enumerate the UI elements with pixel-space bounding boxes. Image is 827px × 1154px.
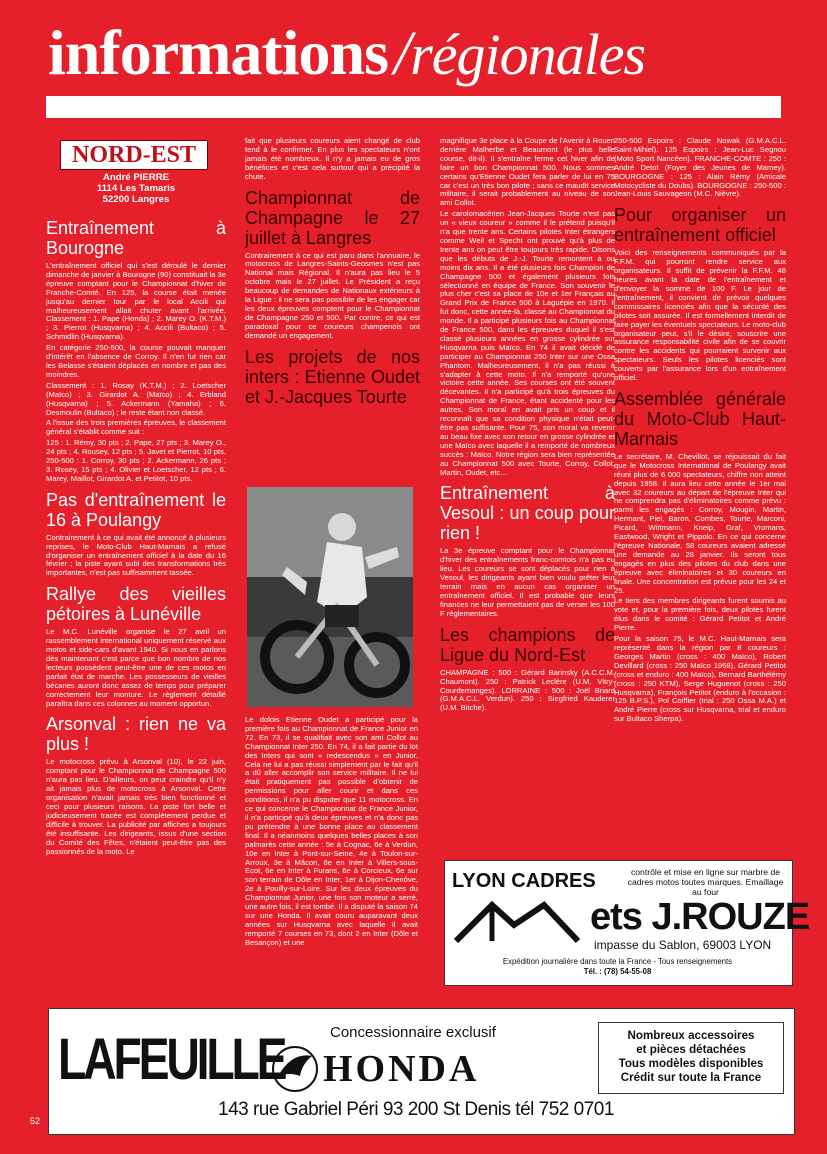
article-paragraph: L'entraînement officiel qui s'est déroulé le dernier dimanche de janvier à Bourogne (90) constituait la 3e épreuve comptant pour le Championnat d'hiver de Franche-Comté. En 125, la course était menée jusqu'au dernier tour par le local Accili qui malheureusement allait chuter avant l'arrivée. Classement : 1. Pape (Honda) ; 2. Marey O. (K.T.M.) ; 3. Pierrot (Husqvarna) ; 4. Accili (Bultaco) ; 5. Schmidlin (Husqvarna). [46,261,226,342]
honda-wing-icon [272,1046,318,1092]
services-line: Tous modèles disponibles [618,1057,764,1070]
dealer-address: 143 rue Gabriel Péri 93 200 St Denis tél 752 0701 [218,1099,614,1120]
correspondent-address [46,172,226,205]
services-line: et pièces détachées [636,1043,746,1056]
services-line: Nombreux accessoires [627,1029,755,1042]
address-line: André PIERRE [102,172,170,183]
article-heading: Pas d'entraînement le 16 à Poulangy [46,489,226,530]
article-paragraph: Le dolois Etienne Oudet a participé pour la première fois au Championnat de France Junior en 72. En 73, il se qualifiait avec son ami Collot au Championnat Inter 250. En 74, il a fait partie du lot des Inters qui sont « redescendus » en Junior. Cela ne lui a pas réussi simplement par le fait qu'il a dû aller accomplir son service militaire. Il ne lui était pratiquement pas possible d'obtenir de permissions pour aller courir et dans ces conditions, il n'a pu disputer que 11 motocross. En ce qui concerne le Championnat de France Junior, il n'a participé qu'à deux épreuves et n'a donc pas pu prétendre à une bonne place au classement final. Il a néanmoins quelques belles places à son palmarès cette année : 5e à Cognac, 6e à Verdun, 10e en Inter à Pont-sur-Seine, 4e à Toulon-sur-Arroux, 3e à Mâcon, 8e en Inter à Villers-sous-Ecot, 6e en Inter à Furans, 6e à Corcieux, 6e sur son terrain de Dôle en Inter, 1er à Dijon-Chenôve, 2e à Pouilly-sur-Loire. Sur les deux épreuves du Championnat Junior, une fois son moteur a serré, une autre fois, il est tombé. Il a disputé la saison 74 sur une Honda. Il avait couru auparavant deux années sur Husqvarna avec laquelle il avait remporté 7 courses en 73, dont 2 en Inter (Dôle et Besançon) et une [245,716,418,947]
article-paragraph: CHAMPAGNE : 500 : Gérard Barinsky (A.C.C.M. Chaumont). 250 : Patrick Leclère (U.M. Vitry-Courdemanges). LORRAINE : 500 : Joël Briard (G.M.A.C.L. Verdun). 250 : Siegfried Kauderer (U.M. Bitche). [440,667,615,713]
ad-brand-top: LYON CADRES [452,870,596,892]
ad-phone: Tél. : (78) 54-55-08 [583,967,652,976]
article-column-1 [46,212,226,1042]
article-paragraph: Pour la saison 75, le M.C. Haut-Marnais sera représenté dans la région par 8 coureurs : Georges Martin (cross : 400 Maïco), Robert Devillard (cross : 250 Maïco 1968), Gérard Petitot (cross et enduro : 400 Maïco), Bernard Barthélémy (cross : 250 KTM), Serge Huguenot (cross : 250 Husqvarna), François Petitot (enduro à l'occasion : 125 B.P.S.), Pol Coiffier (trial : 250 Ossa M.A.) et André Pierre (cross sur Husqvarna, trial et enduro sur Bultaco Sherpa). [614,634,786,724]
photo-caption-article [245,716,418,1006]
dealer-tagline: Concessionnaire exclusif [330,1024,496,1041]
article-paragraph: Le secrétaire, M. Chevillot, se réjouissait du fait que le Motocross International de Poulangy avait réuni plus de 6 000 spectateurs, chiffre non atteint depuis 1958. Il aura lieu cette année le 1er mai avec 32 coureurs au départ de l'épreuve Inter qui ne comprendra pas d'éliminatoires comme prévu : parmi les engagés : Corroy, Mougin, Martin, Hermant, Piel, Baron, Combes, Tourte, Marconi, Picard, Wittmann, Kneip, Graf, Vromans, Eastwood, Wright et Pippolo. En ce qui concerne l'épreuve Nationale, 58 coureurs avaient adressé une demande au 28 janvier. Ils seront tous engagés en plus des pilotes du club dans une épreuve avec éliminatoires et 30 coureurs en finale. Une concentration est prévue pour les 24 et 25. [614,451,786,595]
page-title [48,18,645,90]
frame-logo-icon [452,897,582,947]
article-heading: Entraînement à Vesoul : un coup pour rien ! [440,483,615,544]
rider-photo-illustration [247,487,413,707]
article-paragraph: Le tiers des membres dirigeants furent soumis au vote et, pour la première fois, deux pilotes furent élus dans le comité : Gérard Petitot et André Pierre. [614,596,786,633]
services-line: Crédit sur toute la France [620,1071,762,1084]
address-line: 52200 Langres [102,194,170,205]
page-number: 52 [30,1116,41,1126]
article-column-4 [614,137,786,855]
article-heading: Championnat de Champagne le 27 juillet à Langres [245,187,420,248]
title-main: informations [48,17,388,88]
article-heading: Arsonval : rien ne va plus ! [46,714,226,755]
article-column-3 [440,137,615,857]
dealer-name: LAFEUILLE [58,1027,285,1092]
article-paragraph: En catégorie 250-500, la course pouvait manquer d'intérêt en l'absence de Corroy. Il n'en fut rien car les Belasse s'étaient déplacés en nombre et pas des moindres. [46,343,226,379]
article-paragraph: Le carolomacérien Jean-Jacques Tourte n'est pas un « vieux coureur » comme il le prétend puisqu'il n'a que trente ans. Certains pilotes Inter étrangers comme Weil et Specht ont prouvé qu'à plus de trente ans on peut être toujours très rapide. Disons que les débuts de J.-J. Tourte remontent à ou moins dix ans. Il a été plusieurs fois Champion de Champagne 500 et également plusieurs fois sélectionné en équipe de France. Son souvenir le plus cher c'est sa place de 10e et 1er Français au Grand Prix de France 500 à Laguépie en 1970. Il fut donc, cette année-là, classé au Championnat du monde. Il a participé plusieurs fois au Championnat de France 500, dans les épreuves duquel il s'est classé plusieurs années en grosse cylindrée sur Husqvarna puis Maïco. En 74 il avait décidé de participer au Championnat 250 Inter sur une Ossa Phantom. Malheureusement, il n'a pas réussi à s'adapter à cette moto. Il n'a remporté qu'une victoire cette année. Ses courses ont été souvent décevantes. Il n'a participé qu'à trois épreuves du Championnat de France, étant accidenté pour les autres. Son moral en avait pris un coup et il reconnaît que sa condition physique n'était peut-être pas suffisante. Pour 75, son moral va revenir au beau fixe avec son retour en grosse cylindrée et une Maïco avec laquelle il a remporté de nombreux succès : Maïco. Notre région sera bien représentée au Championnat 500 avec Tourte, Corroy, Collot, Martin, Oudet, etc... [440,209,615,477]
region-banner [60,140,208,170]
article-paragraph: Le M.C. Lunéville organise le 27 avril un rassemblement international uniquement réservé aux motos et side-cars d'avant 1940. Si nous en parlons dès maintenant c'est parce que bon nombre de nos lecteurs possèdent peut-être une de ces motos en parfait état de marche. Les possesseurs de vieilles bécanes auront donc assez de temps pour préparer correctement leur monture. Le règlement détaillé paraîtra dans ces colonnes au moment opportun. [46,627,226,708]
header-rule [46,96,781,118]
article-heading: Entraînement à Bourogne [46,218,226,258]
dealer-services-box [598,1022,784,1094]
article-paragraph: A l'issue des trois premières épreuves, le classement général s'établit comme suit : [46,418,226,437]
article-heading: Assemblée générale du Moto-Club Haut-Marnais [614,388,786,449]
article-paragraph: Contrairement à ce qui avait été annoncé à plusieurs reprises, le Moto-Club Haut-Marnais a refusé d'organiser un entraînement officiel à la date du 16 février ; la piste ayant subi des transformations très importantes, n'est pas suffisamment tassée. [46,532,226,578]
article-paragraph: La 3e épreuve comptant pour le Championnat d'hiver des entraînements franc-comtois n'a pas eu lieu. Les coureurs se sont déplacés pour rien à Vesoul, les dirigeants ayant bien voulu prêter leur terrain mais en aucun cas organiser un entraînement officiel. Il est probable que leurs finances ne leur permettaient pas de verser les 100 F réglementaires. [440,546,615,618]
article-heading: Rallye des vieilles pétoires à Lunéville [46,584,226,625]
article-paragraph: Voici des renseignements communiqués par la F.F.M. qui pourront rendre service aux organisateurs. Il suffit de prévenir la F.F.M. 48 heures avant la date de l'entraînement et d'envoyer la somme de 100 F. Le jour de l'entraînement, il convient de prévoir quelques commissaires licenciés afin que la sécurité des pilotes soit assurée. Il est formellement interdit de faire payer les éventuels spectateurs. Le moto-club organisateur peut, s'il le désire, souscrire une assurance responsabilité civile afin de se couvrir contre les accidents qui pourraient survenir aux spectateurs. Seuls les pilotes licenciés sont couverts par l'assurance lors d'un entraînement officiel. [614,248,786,383]
article-paragraph: magnifique 3e place à la Coupe de l'Avenir à Rouen derrière Malherbe et Beaumont (le plus belle course, dit-il). Il s'entraîne ferme cet hiver afin de faire un bon Championnat 500. Nous sommes certains qu'Etienne Oudet fera parler de lui en 75 car c'est un très bon pilote ; sans ce maudit service militaire, il serait probablement au niveau de son ami Collot. [440,137,615,208]
title-sub: régionales [410,22,646,87]
article-paragraph: Classement : 1. Rosay (K.T.M.) ; 2. Loetscher (Maïco) ; 3. Girardot A. (Maïco) ; 4. Erbland (Husqvarna) ; 5. Ackermann (Yamaha) ; 6. Desmoulin (Bultaco) ; le reste étant non classé. [46,380,226,417]
motocross-photo [247,487,413,707]
article-heading: Les projets de nos inters : Etienne Oudet et J.-Jacques Tourte [245,346,420,407]
title-separator: / [394,20,411,88]
article-heading: Pour organiser un entraînement officiel [614,205,786,246]
ad-tagline: contrôle et mise en ligne sur marbre de cadres motos toutes marques. Emaillage au four [627,867,784,897]
ad-address: impasse du Sablon, 69003 LYON [594,938,772,952]
article-paragraph: 125 : 1. Rémy, 30 pts ; 2. Pape, 27 pts ; 3. Marey O., 24 pts ; 4. Rousey, 12 pts ; 5. Javet et Pierrot, 10 pts. 250-500 : 1. Corroy, 30 pts ; 2. Ackermann, 26 pts ; 3. Rosey, 15 pts ; 4. Olivier et Loetscher, 12 pts ; 6. Marey, Maillot, Girardot A. et Petitot, 10 pts. [46,438,226,483]
ad-company-name: ets J.ROUZE [590,896,810,938]
address-line: 1114 Les Tamaris [96,183,176,194]
brand-name: HONDA [323,1048,480,1090]
article-paragraph: Le motocross prévu à Arsonval (10), le 22 juin, comptant pour le Championnat de Champagne 500 n'aura pas lieu. D'ailleurs, on peut craindre qu'il n'y ait jamais plus de motocross à Arsonval. Cette organisation n'avait jamais très bien fonctionné et ceci pour plusieurs raisons. La piste fort belle et judicieusement tracée est complètement perdue et difficile à trouver. La publicité par affiches a toujours été insuffisante. Les dirigeants, issus d'une section du Comité des Fêtes, n'étaient peut-être pas des passionnés de la moto. Le [46,757,226,856]
article-paragraph: fait que plusieurs coureurs aient changé de club tend à le confirmer. En plus les spectateurs n'ont jamais été nombreux. Il n'y a jamais eu de gros bénéfices et c'est cela surtout qui a précipité la chute. [245,137,420,181]
article-column-2 [245,137,420,482]
article-paragraph: 250-500 Espoirs : Claude Nowak (G.M.A.C.L. Saint-Mihiel). 125 Espoirs : Jean-Luc Segnou (Moto Sport Nancéen). FRANCHE-COMTE : 250 : André Detot (Foyer des Jeunes de Mamey). BOURGOGNE : 125 : Alain Rémy (Amicale Motocycliste du Doubs). BOURGOGNE : 250-500 : Jean-Louis Sauvageon (M.C. Nièvre). [614,137,786,199]
article-paragraph: Contrairement à ce qui est paru dans l'annuaire, le motocross de Langres-Saints-Geosmes n'est pas National mais Régional. Il n'aura pas lieu le 5 octobre mais le 27 juillet. Le Président a reçu beaucoup de demandes de Nationaux extérieurs à la Ligue : il ne sera pas possible de les engager car les deux épreuves comptent pour le Championnat de Champagne 250 et 500. Par contre, ce qui est paradoxal pour ce coureurs champenois ont demandé un engagement. [245,250,420,340]
article-heading: Les champions de Ligue du Nord-Est [440,624,615,665]
region-label: NORD-EST [71,142,197,168]
ad-shipping-note: Expédition journalière dans toute la France - Tous renseignements [502,957,733,966]
